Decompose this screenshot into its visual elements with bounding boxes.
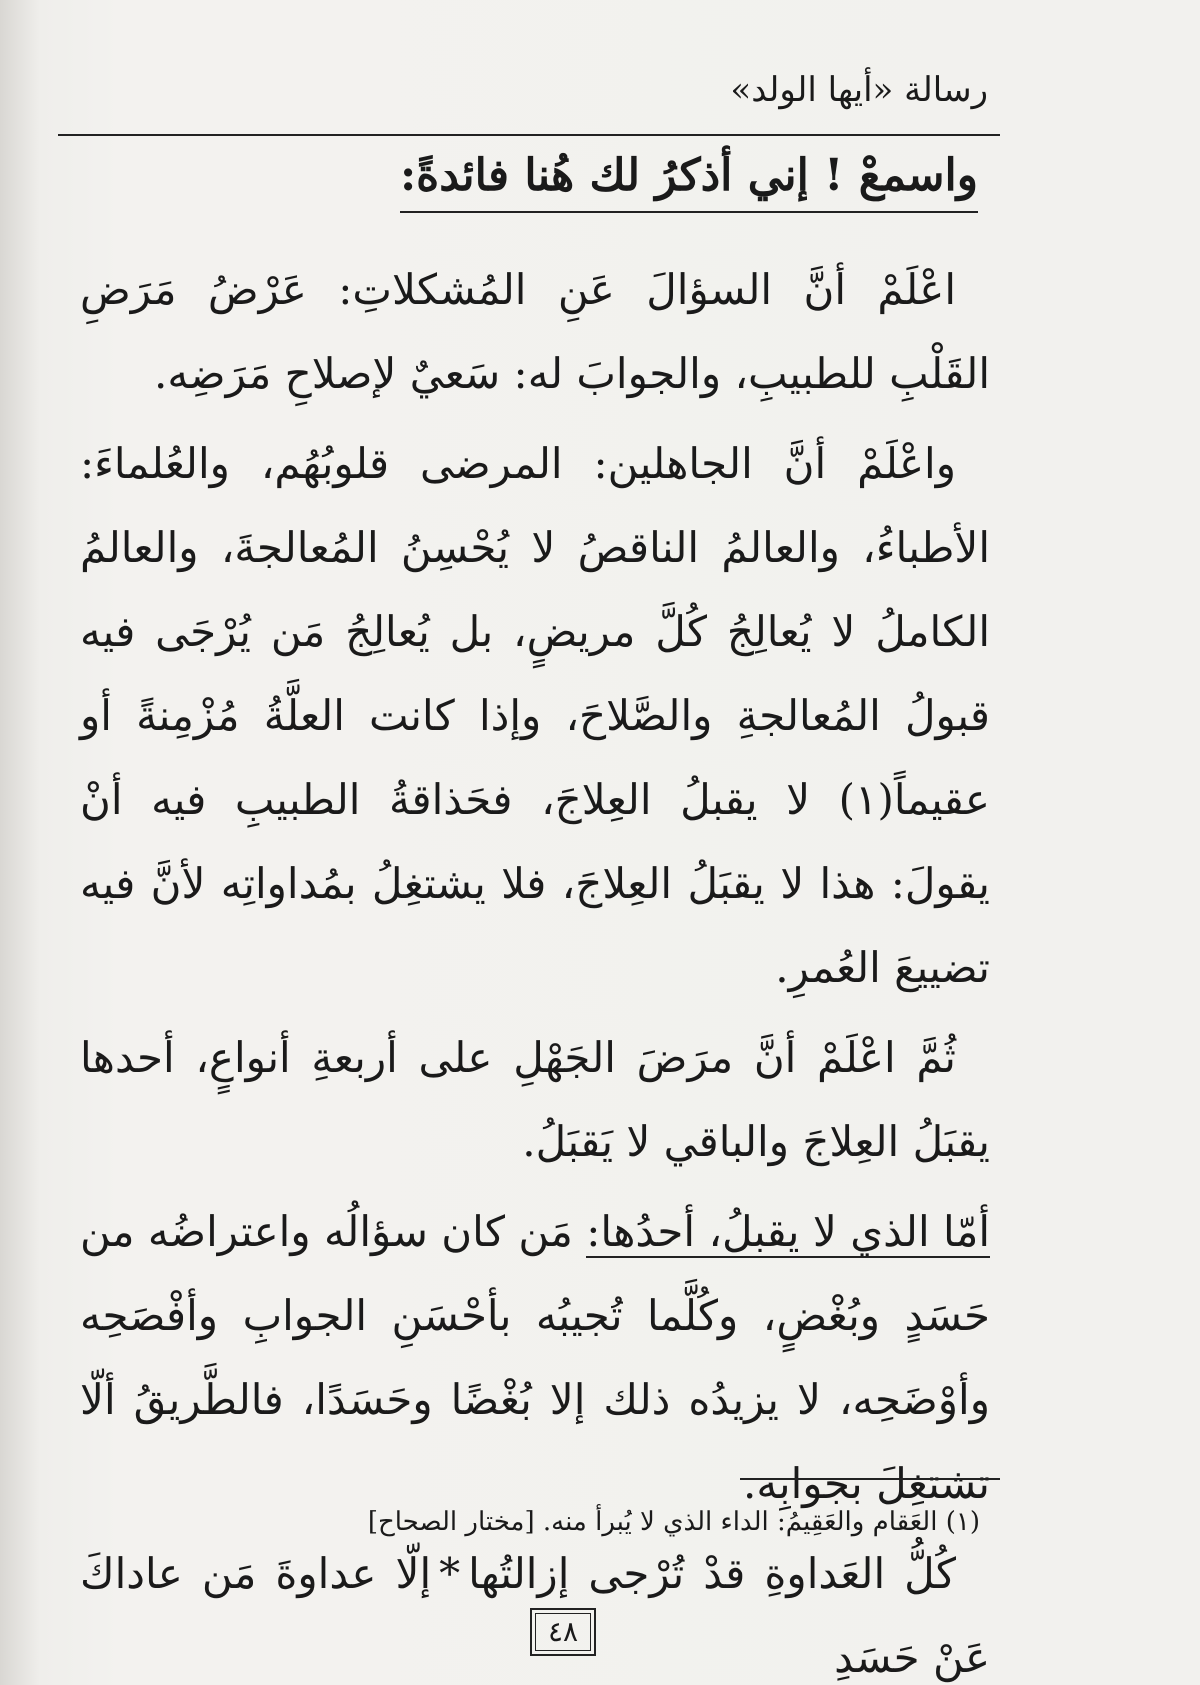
paragraph-4-lead: أمّا الذي لا يقبلُ، أحدُها:	[586, 1207, 990, 1256]
paragraph-3: ثُمَّ اعْلَمْ أنَّ مرَضَ الجَهْلِ على أربعةِ أنواعٍ، أحدها يقبَلُ العِلاجَ والباقي لا يَقبَلُ.	[80, 1033, 990, 1166]
verse-first-hemistich: كُلُّ العَداوةِ قدْ تُرْجى إزالتُها	[468, 1549, 956, 1598]
paragraph-2: واعْلَمْ أنَّ الجاهلين: المرضى قلوبُهُم، والعُلماءَ: الأطباءُ، والعالمُ الناقصُ لا يُحْسِنُ المُعالجةَ، والعالمُ الكاملُ لا يُعالِجُ كُلَّ مريضٍ، بل يُعالِجُ مَن يُرْجَى فيه قبولُ المُعالجةِ والصَّلاحَ، وإذا كانت العلَّةُ مُزْمِنةً أو عقيماً(١) لا يقبلُ العِلاجَ، فحَذاقةُ الطبيبِ فيه أنْ يقولَ: هذا لا يقبَلُ العِلاجَ، فلا يشتغِلُ بمُداواتِه لأنَّ فيه تضييعَ العُمرِ.	[80, 439, 990, 992]
footnote: (١) العَقام والعَقِيمُ: الداء الذي لا يُبرأ منه. [مختار الصحاح]	[367, 1507, 980, 1537]
verse-second-hemistich: إلّا عداوةَ مَن عاداكَ عَنْ حَسَدِ	[80, 1549, 990, 1682]
paragraph-1: اعْلَمْ أنَّ السؤالَ عَنِ المُشكلاتِ: عَرْضُ مَرَضِ القَلْبِ للطبيبِ، والجوابَ له: سَعيٌ لإصلاحِ مَرَضِه.	[80, 265, 990, 398]
body-text	[80, 248, 990, 1685]
section-title: واسمعْ ! إني أذكرُ لك هُنا فائدةً:	[400, 150, 978, 213]
paragraph-4	[80, 1190, 990, 1526]
paragraph-4-rest: مَن كان سؤالُه واعتراضُه من حَسَدٍ وبُغْضٍ، وكُلَّما تُجيبُه بأحْسَنِ الجوابِ وأفْصَحِه وأوْضَحِه، لا يزيدُه ذلك إلا بُغْضًا وحَسَدًا، فالطَّريقُ ألّا تشتغِلَ بجوابِه.	[80, 1207, 990, 1508]
verse-separator: *	[439, 1549, 461, 1598]
header-rule	[58, 134, 1000, 136]
page-number: ٤٨	[530, 1608, 596, 1656]
running-head: رسالة «أيها الولد»	[730, 70, 988, 110]
footnote-rule	[740, 1478, 1000, 1480]
